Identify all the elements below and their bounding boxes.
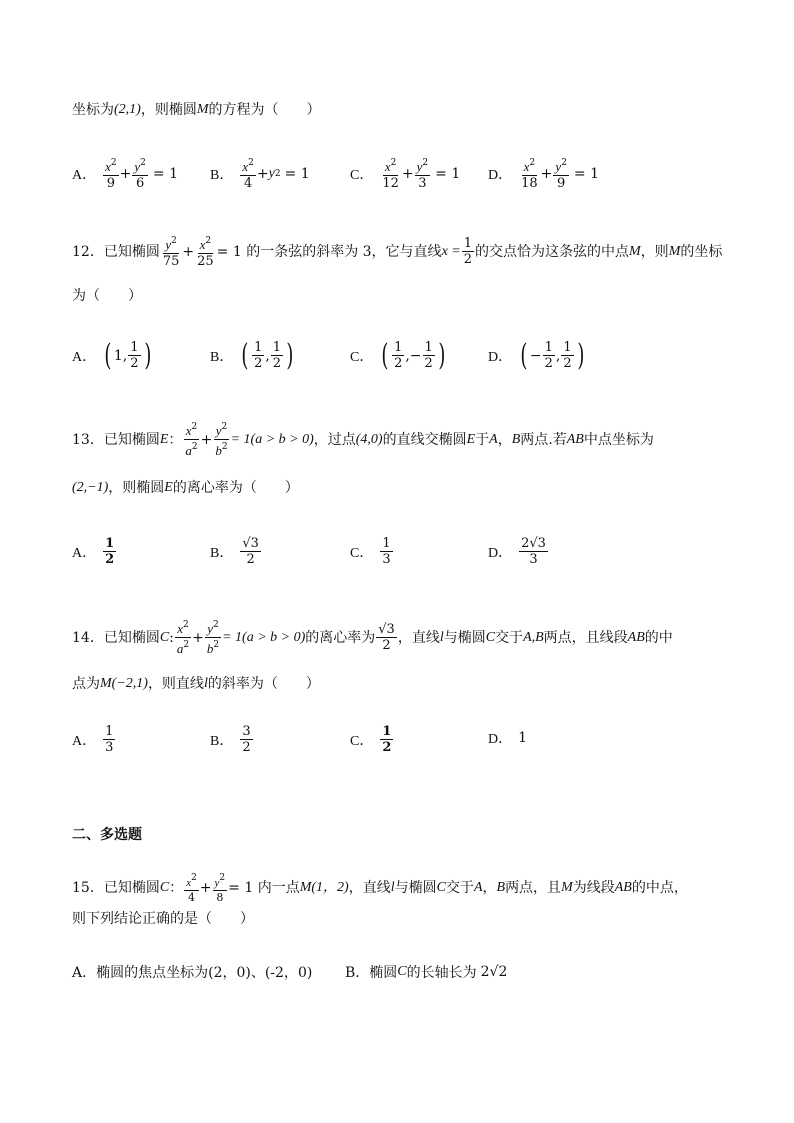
- fraction: $\frac{1}{2}$: [424, 340, 433, 371]
- fraction: $\frac{1}{2}$: [382, 724, 392, 755]
- q12-stem: 12．已知椭圆 $\frac{y^2}{75}$ + $\frac{x^2}{25}$ = 1 的一条弦的斜率为 3，它与直线 x = $\frac{1}{2}$ 的交点恰为这条弦的中点 M ，则 M 的坐标: [72, 236, 723, 269]
- fraction: $\frac{1}{3}$: [105, 724, 114, 755]
- q12-text: 的交点恰为这条弦的中点: [475, 243, 630, 260]
- fraction: $\frac{1}{2}$: [254, 340, 263, 371]
- option-text: B．椭圆: [345, 965, 398, 981]
- option-label: D．: [488, 167, 513, 183]
- q13-option-b[interactable]: [210, 536, 262, 567]
- q12-line: x =: [441, 243, 461, 259]
- fraction: $\frac{√3}{2}$: [242, 536, 259, 567]
- q11-option-d[interactable]: D． $\frac{x^2}{18}$ + $\frac{y^2}{9}$ = 1: [488, 158, 600, 191]
- option-label: D．: [488, 349, 513, 365]
- fraction: $\frac{x^2}{9}$: [105, 158, 117, 191]
- fraction: $\frac{1}{3}$: [382, 536, 391, 567]
- q14-option-a[interactable]: [72, 724, 116, 755]
- q13-point: (4,0): [355, 431, 383, 447]
- q14-midpoint: M(−2,1): [100, 676, 148, 691]
- fraction: $\frac{x^2}{18}$: [521, 158, 538, 191]
- q15-text: 15．已知椭圆: [72, 880, 160, 896]
- q13-stem-line2: (2,−1) ，则椭圆 E 的离心率为（ ）: [72, 476, 734, 500]
- q12-option-b[interactable]: B． ( $\frac{1}{2}$ , $\frac{1}{2}$ ): [210, 337, 294, 373]
- option-label: D．: [488, 732, 513, 747]
- fraction: $\frac{1}{2}$: [394, 340, 403, 371]
- fraction: $\frac{y^2}{6}$: [134, 158, 146, 191]
- fraction: $\frac{y^2}{8}$: [214, 873, 226, 904]
- option-label: B．: [210, 545, 234, 561]
- fraction: $\frac{1}{2}$: [563, 340, 572, 371]
- equation-rhs: = 1: [284, 165, 310, 182]
- fraction: $\frac{y^2}{b^2}$: [215, 422, 228, 458]
- fraction: $\frac{x^2}{25}$: [197, 236, 214, 269]
- q14-option-b[interactable]: [210, 724, 254, 755]
- q11-option-c[interactable]: C． $\frac{x^2}{12}$ + $\frac{y^2}{3}$ = 1: [350, 158, 461, 191]
- fraction: $\frac{x^2}{4}$: [186, 873, 197, 904]
- q11-text: 坐标为: [72, 102, 114, 118]
- equation-rhs: = 1: [435, 165, 461, 182]
- q11-point: (2,1): [114, 102, 141, 117]
- fraction: $\frac{1}{2}$: [544, 340, 553, 371]
- q12-text: ，则: [640, 243, 669, 260]
- q12-text: = 1 的一条弦的斜率为 3，它与直线: [216, 243, 442, 260]
- equation-rhs: = 1: [573, 165, 600, 182]
- q15-option-b[interactable]: B．椭圆 C 的长轴长为 2√2: [345, 964, 508, 981]
- q13-option-d[interactable]: [488, 536, 549, 567]
- q13-option-a[interactable]: [72, 536, 117, 567]
- q14-condition: = 1(a > b > 0): [222, 629, 306, 645]
- q13-stem: 13．已知椭圆 E ： $\frac{x^2}{a^2}$ + $\frac{y^2}{b^2}$ = 1(a > b > 0) ，过点 (4,0) 的直线交椭圆 E 于 A ， B 两点.若 AB 中点坐标为: [72, 422, 654, 458]
- fraction: $\frac{y^2}{75}$: [162, 236, 180, 269]
- q11-option-a[interactable]: A． $\frac{x^2}{9}$ + $\frac{y^2}{6}$ = 1: [72, 158, 178, 191]
- q14-stem: 14．已知椭圆 C : $\frac{x^2}{a^2}$ + $\frac{y^2}{b^2}$ = 1(a > b > 0) 的离心率为 $\frac{√3}{2}$ ，直线 l 与椭圆 C 交于 A,B 两点，且线段 AB 的中: [72, 620, 673, 656]
- fraction: $\frac{2√3}{3}$: [521, 536, 546, 567]
- q12-text: 的坐标: [680, 243, 723, 260]
- q15-point: M(1，2): [299, 880, 349, 895]
- fraction: $\frac{y^2}{b^2}$: [206, 620, 220, 656]
- q12-text: 12．已知椭圆: [72, 243, 160, 260]
- q11-stem: [72, 98, 734, 122]
- term: y: [268, 165, 275, 181]
- q12-var-m: M: [629, 243, 641, 259]
- option-text: A．椭圆的焦点坐标为(2，0)、(-2，0): [72, 965, 313, 981]
- q12-option-c[interactable]: C． ( $\frac{1}{2}$ , − $\frac{1}{2}$ ): [350, 337, 446, 373]
- fraction: $\frac{x^2}{a^2}$: [185, 422, 198, 458]
- q15-stem-line2: 则下列结论正确的是（ ）: [72, 911, 254, 927]
- q11-option-b[interactable]: B． $\frac{x^2}{4}$ + y 2 = 1: [210, 158, 310, 191]
- fraction: $\frac{√3}{2}$: [378, 622, 395, 653]
- q13-text: 13．已知椭圆: [72, 431, 160, 448]
- fraction: $\frac{y^2}{9}$: [555, 158, 567, 191]
- option-value: 2√2: [480, 964, 508, 980]
- option-label: A．: [72, 733, 97, 749]
- q13-option-c[interactable]: [350, 536, 394, 567]
- q14-option-d[interactable]: [488, 728, 527, 748]
- fraction: $\frac{x^2}{4}$: [242, 158, 254, 191]
- option-label: B．: [210, 733, 234, 749]
- fraction: $\frac{x^2}{a^2}$: [176, 620, 190, 656]
- q13-midpoint: (2,−1): [72, 480, 109, 495]
- q12-option-a[interactable]: A． ( 1 , $\frac{1}{2}$ ): [72, 337, 151, 373]
- option-label: A．: [72, 167, 97, 183]
- fraction: $\frac{1}{2}$: [463, 236, 473, 267]
- option-label: C．: [350, 167, 374, 183]
- option-label: A．: [72, 545, 97, 561]
- q12-stem-line2: [72, 284, 734, 308]
- fraction: $\frac{x^2}{12}$: [382, 158, 399, 191]
- fraction: $\frac{3}{2}$: [242, 724, 251, 755]
- q12-option-d[interactable]: D． ( − $\frac{1}{2}$ , $\frac{1}{2}$ ): [488, 337, 584, 373]
- q11-text: ，则椭圆: [140, 102, 197, 118]
- option-label: C．: [350, 545, 374, 561]
- equation-rhs: = 1: [152, 165, 178, 182]
- option-label: A．: [72, 349, 97, 365]
- q11-var-m: M: [196, 102, 209, 117]
- q14-text: 14．已知椭圆: [72, 629, 160, 646]
- option-label: B．: [210, 167, 234, 183]
- q15-option-a[interactable]: [72, 962, 312, 982]
- q15-stem: 15．已知椭圆 C ： $\frac{x^2}{4}$ + $\frac{y^2}{8}$ = 1 内一点 M(1，2) ，直线 l 与椭圆 C 交于 A ， B 两点，且 M 为线段 AB 的中点，: [72, 873, 688, 904]
- fraction: $\frac{1}{2}$: [105, 536, 115, 567]
- section-heading: 二、多选题: [72, 827, 142, 843]
- fraction: $\frac{y^2}{3}$: [416, 158, 429, 191]
- q14-stem-line2: 点为 M(−2,1) ，则直线 l 的斜率为（ ）: [72, 672, 734, 696]
- option-label: C．: [350, 349, 374, 365]
- option-label: B．: [210, 349, 234, 365]
- option-label: C．: [350, 733, 374, 749]
- q11-text: 的方程为（ ）: [208, 102, 321, 118]
- q14-option-c[interactable]: [350, 724, 394, 755]
- fraction: $\frac{1}{2}$: [130, 340, 139, 371]
- q12-text: 为（ ）: [72, 288, 142, 304]
- q13-condition: = 1(a > b > 0): [230, 431, 314, 447]
- q12-var-m: M: [668, 243, 681, 259]
- option-value: 1: [518, 730, 528, 746]
- option-label: D．: [488, 545, 513, 561]
- fraction: $\frac{1}{2}$: [272, 340, 282, 371]
